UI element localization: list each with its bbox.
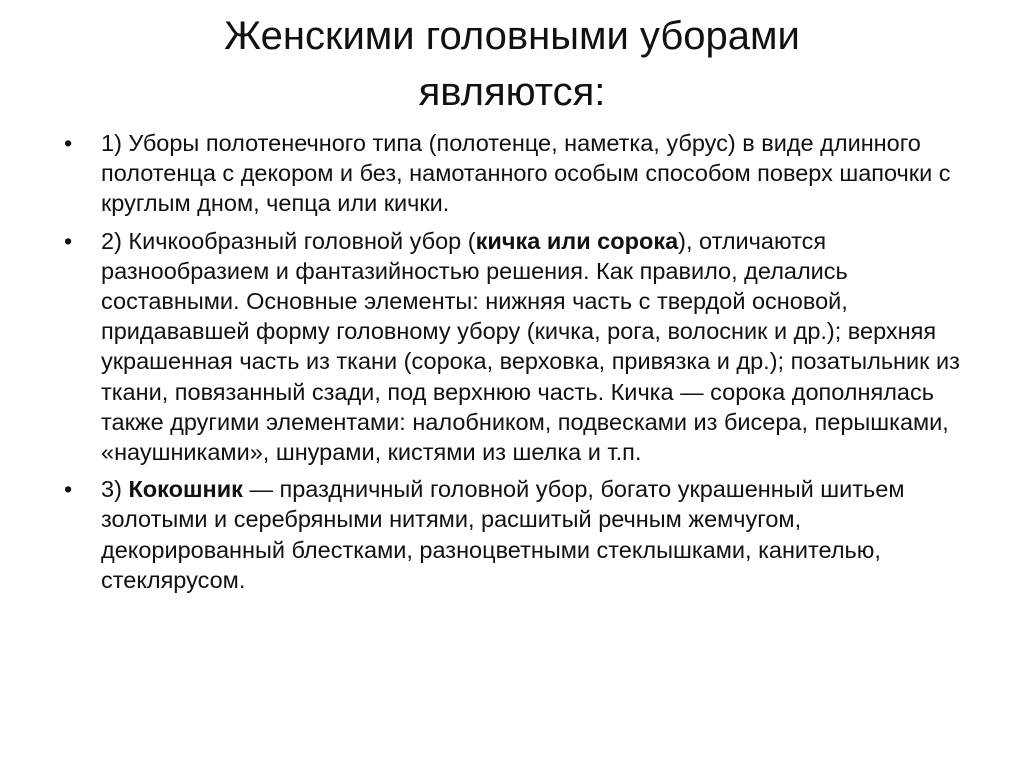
bullet-text: 1) Уборы полотенечного типа (полотенце, наметка, убрус) в виде длинного полотенца с декором и без, намотанного особым способом поверх шапочки с круглым дном, чепца или кички. <box>101 130 951 217</box>
bullet-icon: • <box>64 476 73 503</box>
slide-title-line-1: Женскими головными уборами <box>224 14 800 58</box>
slide-title-line-2: являются: <box>418 70 606 114</box>
bullet-text-rest: ), отличаются разнообразием и фантазийностью решения. Как правило, делались составными. Основные элементы: нижняя часть с твердой основой, придававшей форму головному убору (кичка, рога, волосник и др.); верхняя украшенная часть из ткани (сорока, верховка, привязка и др.); позатыльник из ткани, повязанный сзади, под верхнюю часть. Кичка — сорока дополнялась также другими элементами: налобником, подвесками из бисера, перышками, «наушниками», шнурами, кистями из шелка и т.п. <box>101 227 960 466</box>
bullet-item-3 <box>64 474 969 595</box>
bullet-text-bold: кичка или сорока <box>475 227 679 254</box>
bullet-item-2 <box>64 226 969 468</box>
slide-title <box>60 8 964 120</box>
bullet-item-1 <box>64 128 969 219</box>
bullet-list <box>64 128 969 602</box>
bullet-icon: • <box>64 227 73 254</box>
bullet-text-start: 3) <box>101 476 129 503</box>
bullet-icon: • <box>64 130 73 156</box>
bullet-text-rest: — праздничный головной убор, богато украшенный шитьем золотыми и серебряными нитями, расшитый речным жемчугом, декорированный блестками, разноцветными стеклышками, канителью, стеклярусом. <box>101 476 905 593</box>
bullet-text-start: 2) Кичкообразный головной убор ( <box>101 227 476 254</box>
bullet-text-bold: Кокошник <box>128 476 243 503</box>
